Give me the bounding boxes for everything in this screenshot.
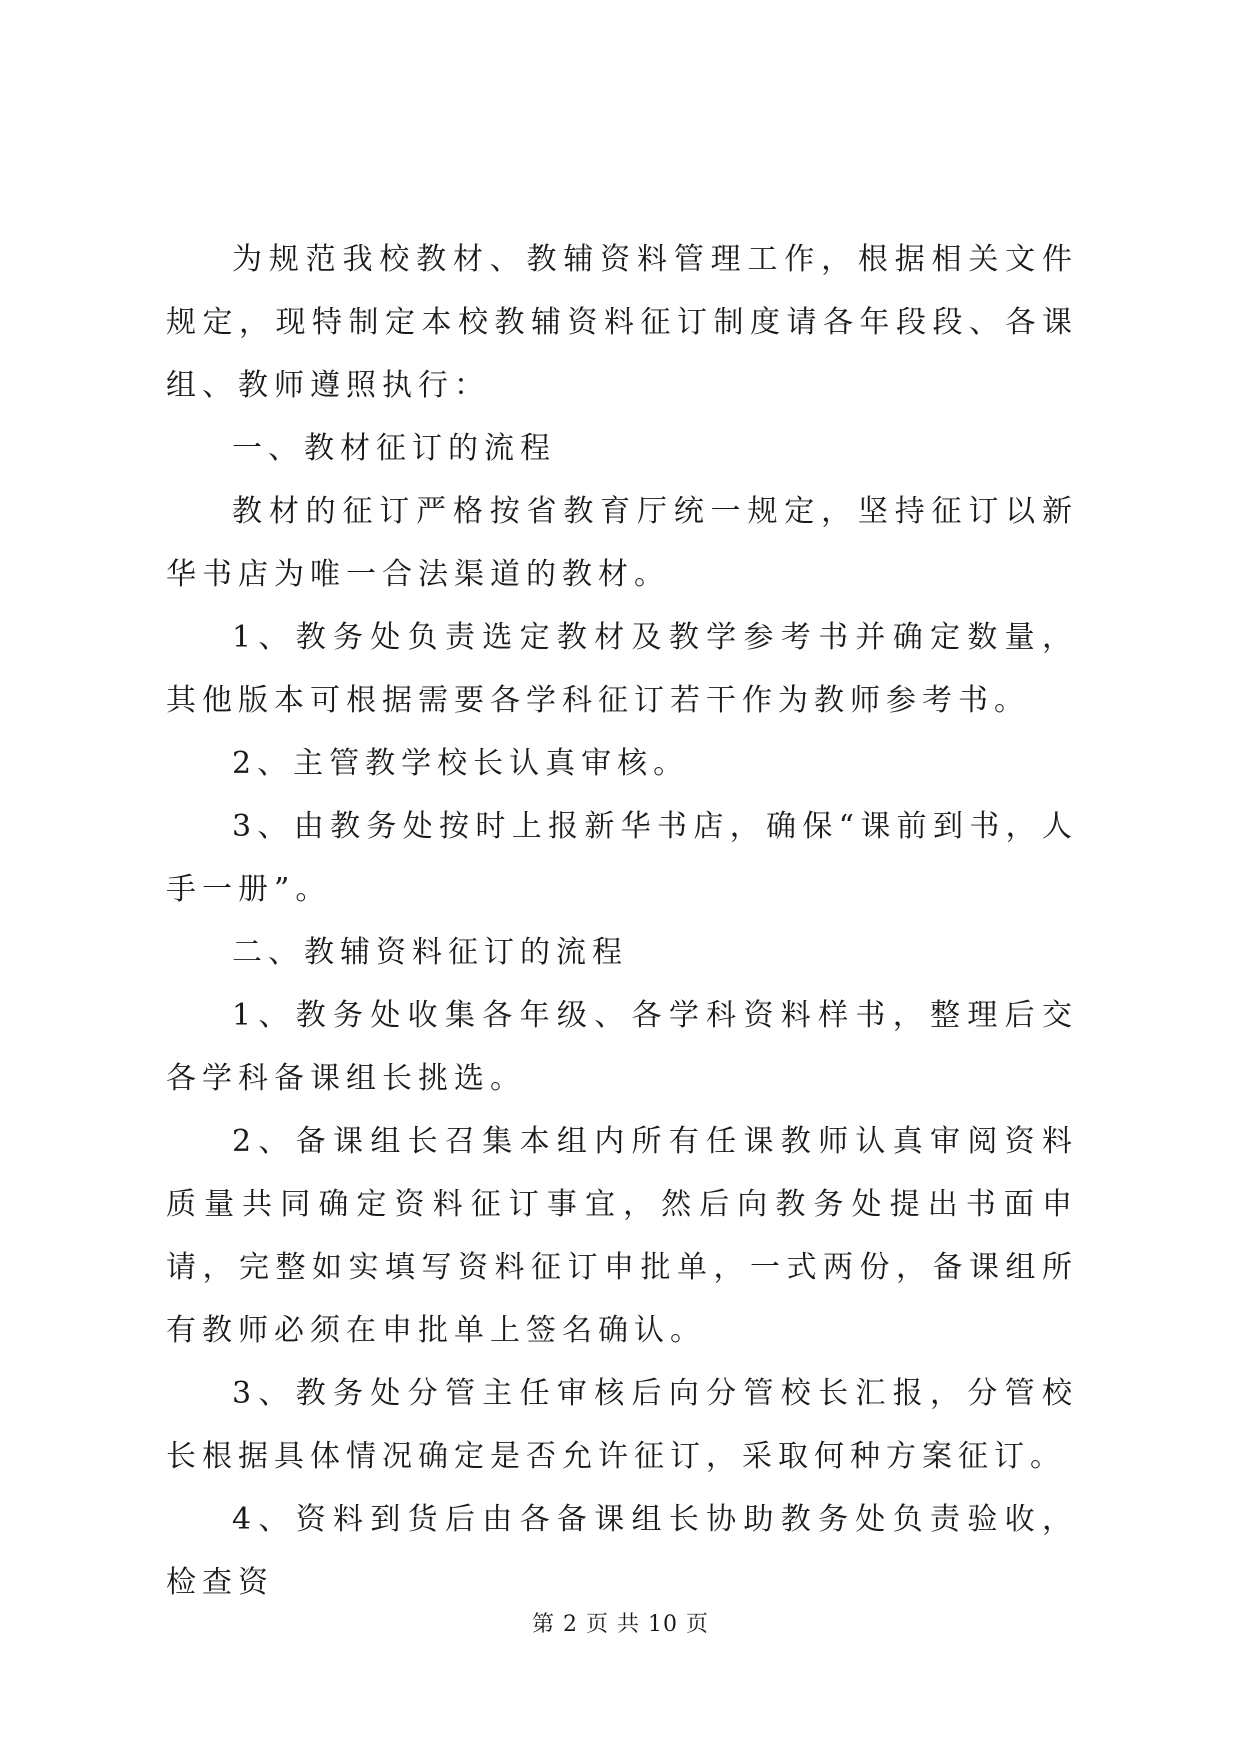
materials-step-1: 1、教务处收集各年级、各学科资料样书，整理后交各学科备课组长挑选。 <box>166 998 1078 1096</box>
page-footer: 第 2 页 共 10 页 <box>532 1612 709 1637</box>
textbook-step-3: 3、由教务处按时上报新华书店，确保“课前到书，人手一册”。 <box>166 809 1078 907</box>
textbook-step-1: 1、教务处负责选定教材及教学参考书并确定数量，其他版本可根据需要各学科征订若干作为教师参考书。 <box>166 620 1078 718</box>
materials-step-4: 4、资料到货后由各备课组长协助教务处负责验收，检查资 <box>166 1502 1078 1600</box>
materials-step-3: 3、教务处分管主任审核后向分管校长汇报，分管校长根据具体情况确定是否允许征订，采取何种方案征订。 <box>166 1376 1078 1474</box>
textbook-step-2: 2、主管教学校长认真审核。 <box>232 746 690 781</box>
materials-step-2: 2、备课组长召集本组内所有任课教师认真审阅资料质量共同确定资料征订事宜，然后向教务处提出书面申请，完整如实填写资料征订申批单，一式两份，备课组所有教师必须在申批单上签名确认。 <box>166 1124 1078 1348</box>
section-heading-materials: 二、教辅资料征订的流程 <box>232 935 628 970</box>
section-heading-textbooks: 一、教材征订的流程 <box>232 431 556 466</box>
textbook-policy-paragraph: 教材的征订严格按省教育厅统一规定，坚持征订以新华书店为唯一合法渠道的教材。 <box>166 494 1078 592</box>
intro-paragraph: 为规范我校教材、教辅资料管理工作，根据相关文件规定，现特制定本校教辅资料征订制度请各年段段、各课组、教师遵照执行： <box>166 242 1078 403</box>
document-body <box>166 228 1078 1614</box>
